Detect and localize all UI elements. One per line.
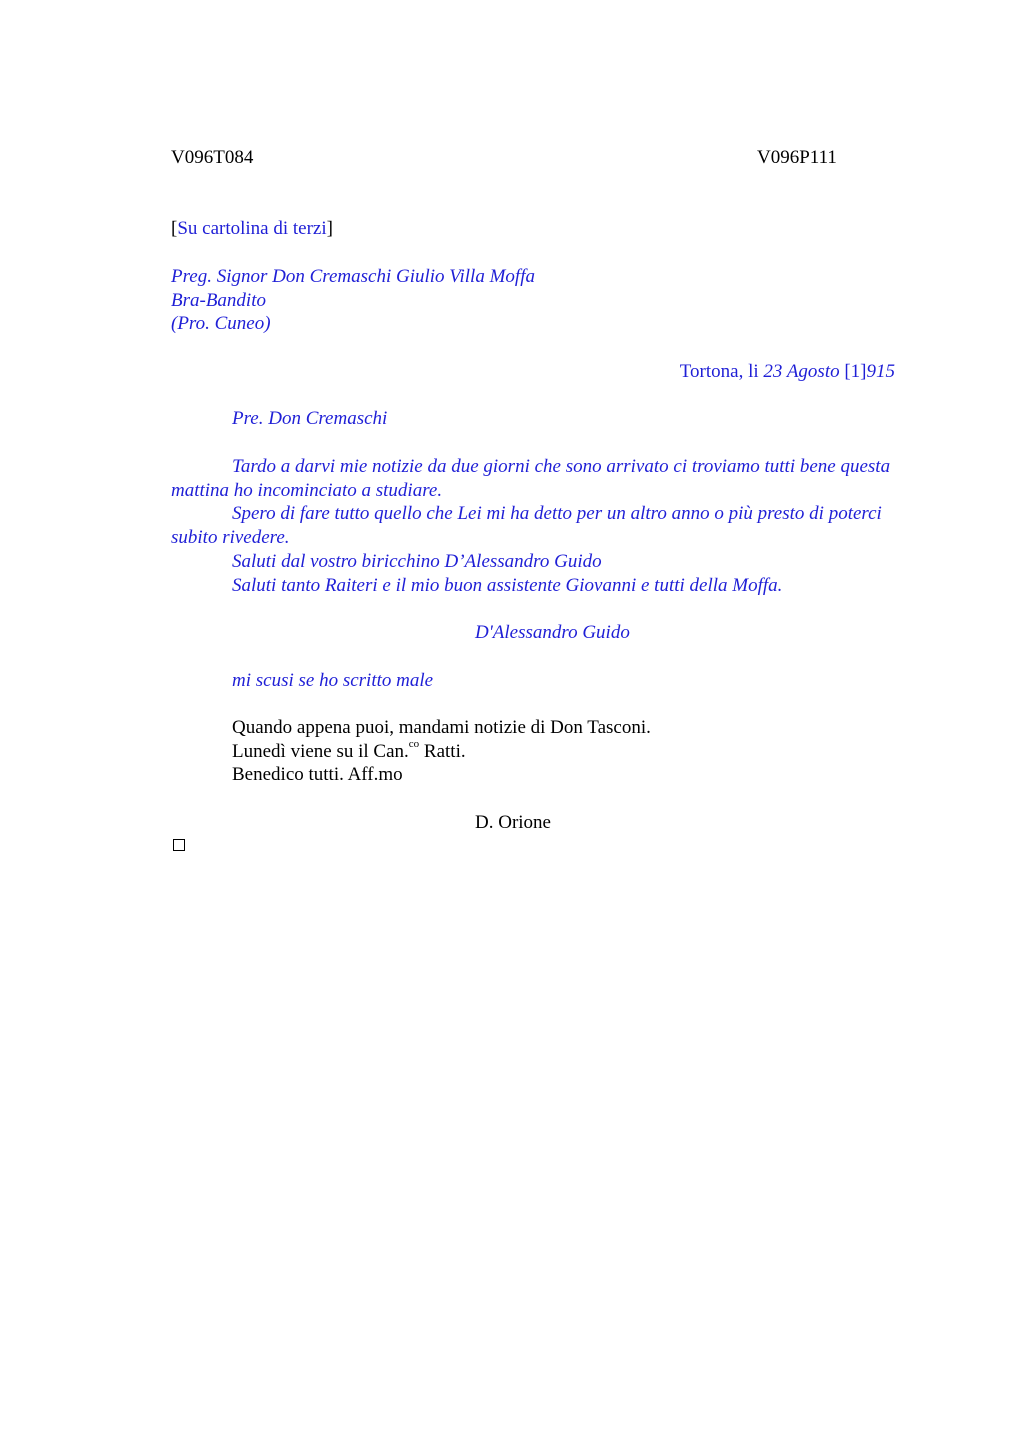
body-line-4: Saluti tanto Raiteri e il mio buon assistente Giovanni e tutti della Moffa. bbox=[232, 574, 783, 596]
address-block bbox=[171, 265, 895, 336]
checkbox-square-icon bbox=[173, 839, 185, 851]
dateline-date: 23 Agosto bbox=[763, 361, 840, 382]
body-paragraph-2: Spero di fare tutto quello che Lei mi ha detto per un altro anno o più presto di poterci subito rivedere. bbox=[171, 503, 882, 549]
signature-orione: D. Orione bbox=[475, 812, 551, 833]
address-line-2: Bra-Bandito bbox=[171, 289, 266, 311]
postscript: mi scusi se ho scritto male bbox=[232, 670, 434, 691]
addendum-line-1: Quando appena puoi, mandami notizie di Don Tasconi. bbox=[232, 717, 651, 738]
salutation: Pre. Don Cremaschi bbox=[232, 408, 388, 429]
note-open-bracket: [ bbox=[171, 218, 178, 239]
letter-body bbox=[171, 455, 895, 597]
editorial-note bbox=[171, 217, 333, 241]
addendum-superscript: co bbox=[408, 738, 420, 751]
dateline-year: 915 bbox=[866, 361, 895, 382]
address-line-1: Preg. Signor Don Cremaschi Giulio Villa Moffa bbox=[171, 266, 535, 287]
signature-guido: D'Alessandro Guido bbox=[475, 622, 630, 643]
addendum-line-2-end: Ratti. bbox=[419, 740, 466, 762]
dateline-year-prefix: [1] bbox=[839, 361, 867, 382]
note-close-bracket: ] bbox=[326, 218, 333, 239]
body-line-3: Saluti dal vostro biricchino D’Alessandro Guido bbox=[232, 550, 602, 572]
address-line-3: (Pro. Cuneo) bbox=[171, 313, 271, 335]
addendum-line-2-start: Lunedì viene su il Can. bbox=[232, 740, 409, 762]
addendum-line-2 bbox=[232, 740, 651, 764]
addendum-line-3: Benedico tutti. Aff.mo bbox=[232, 764, 403, 786]
dateline-place: Tortona, li bbox=[679, 361, 764, 382]
left-reference-code: V096T084 bbox=[171, 147, 254, 168]
addendum bbox=[232, 716, 651, 787]
right-reference-code: V096P111 bbox=[757, 147, 837, 168]
body-paragraph-1: Tardo a darvi mie notizie da due giorni che sono arrivato ci troviamo tutti bene questa mattina ho incominciato a studiare. bbox=[171, 456, 891, 501]
note-text: Su cartolina di terzi bbox=[177, 218, 327, 239]
dateline bbox=[680, 360, 895, 384]
